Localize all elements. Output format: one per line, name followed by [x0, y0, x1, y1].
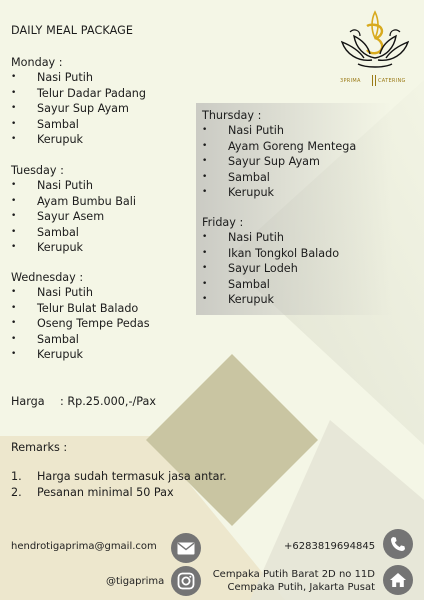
remark-item: [11, 485, 227, 501]
remark-number: 1.: [11, 470, 22, 483]
menu-list: [11, 70, 146, 147]
menu-list: [202, 123, 356, 200]
menu-item: • Nasi Putih: [202, 230, 339, 245]
day-label: Thursday :: [202, 109, 262, 122]
price-value: : Rp.25.000,-/Pax: [60, 395, 156, 408]
menu-item: • Ayam Bumbu Bali: [11, 194, 136, 209]
day-block-friday: [202, 215, 339, 307]
remarks-list: [11, 469, 227, 501]
day-block-monday: [11, 55, 146, 147]
menu-item: • Sayur Sup Ayam: [11, 101, 146, 116]
price-label: Harga: [11, 395, 45, 408]
menu-item: • Sambal: [11, 225, 136, 240]
menu-list: [11, 285, 150, 362]
menu-item: • Nasi Putih: [202, 123, 356, 138]
day-block-wednesday: [11, 270, 150, 362]
address-line-2: Cempaka Putih, Jakarta Pusat: [227, 581, 375, 593]
menu-item: • Sayur Asem: [11, 209, 136, 224]
remark-number: 2.: [11, 486, 22, 499]
phone-text[interactable]: +6283819694845: [284, 541, 376, 552]
menu-item: • Sayur Sup Ayam: [202, 154, 356, 169]
envelope-icon[interactable]: [171, 533, 201, 563]
menu-item: • Nasi Putih: [11, 70, 146, 85]
remark-item: [11, 469, 227, 485]
day-label: Tuesday :: [11, 164, 64, 177]
logo: [338, 8, 412, 88]
menu-item: • Kerupuk: [11, 240, 136, 255]
day-block-thursday: [202, 108, 356, 200]
menu-item: • Kerupuk: [11, 347, 150, 362]
home-icon[interactable]: [383, 565, 413, 595]
menu-item: • Sambal: [202, 277, 339, 292]
address-line-1: Cempaka Putih Barat 2D no 11D: [212, 569, 375, 580]
remark-text: Pesanan minimal 50 Pax: [37, 486, 174, 499]
menu-item: • Sambal: [11, 332, 150, 347]
logo-text-left: 3PRIMA: [340, 78, 361, 84]
logo-text-right: CATERING: [378, 78, 406, 84]
instagram-text[interactable]: @tigaprima: [106, 576, 165, 587]
menu-item: • Kerupuk: [202, 185, 356, 200]
remarks-heading: Remarks :: [11, 441, 68, 454]
day-label: Friday :: [202, 216, 244, 229]
phone-icon[interactable]: [383, 529, 413, 559]
instagram-icon[interactable]: [171, 566, 201, 596]
remark-text: Harga sudah termasuk jasa antar.: [37, 470, 227, 483]
menu-item: • Kerupuk: [11, 132, 146, 147]
day-label: Monday :: [11, 56, 63, 69]
menu-item: • Kerupuk: [202, 292, 339, 307]
menu-item: • Oseng Tempe Pedas: [11, 316, 150, 331]
email-text[interactable]: hendrotigaprima@gmail.com: [11, 541, 157, 552]
menu-item: • Telur Dadar Padang: [11, 86, 146, 101]
day-block-tuesday: [11, 163, 136, 255]
menu-list: [202, 230, 339, 307]
page-title: DAILY MEAL PACKAGE: [11, 24, 134, 37]
menu-item: • Nasi Putih: [11, 178, 136, 193]
day-label: Wednesday :: [11, 271, 84, 284]
menu-item: • Ikan Tongkol Balado: [202, 246, 339, 261]
menu-item: • Ayam Goreng Mentega: [202, 139, 356, 154]
menu-item: • Sambal: [11, 117, 146, 132]
menu-list: [11, 178, 136, 255]
address-block: [213, 569, 375, 594]
menu-item: • Sambal: [202, 170, 356, 185]
lotus-logo-icon: [338, 8, 412, 70]
logo-divider: [372, 75, 376, 86]
menu-item: • Nasi Putih: [11, 285, 150, 300]
menu-item: • Telur Bulat Balado: [11, 301, 150, 316]
menu-item: • Sayur Lodeh: [202, 261, 339, 276]
